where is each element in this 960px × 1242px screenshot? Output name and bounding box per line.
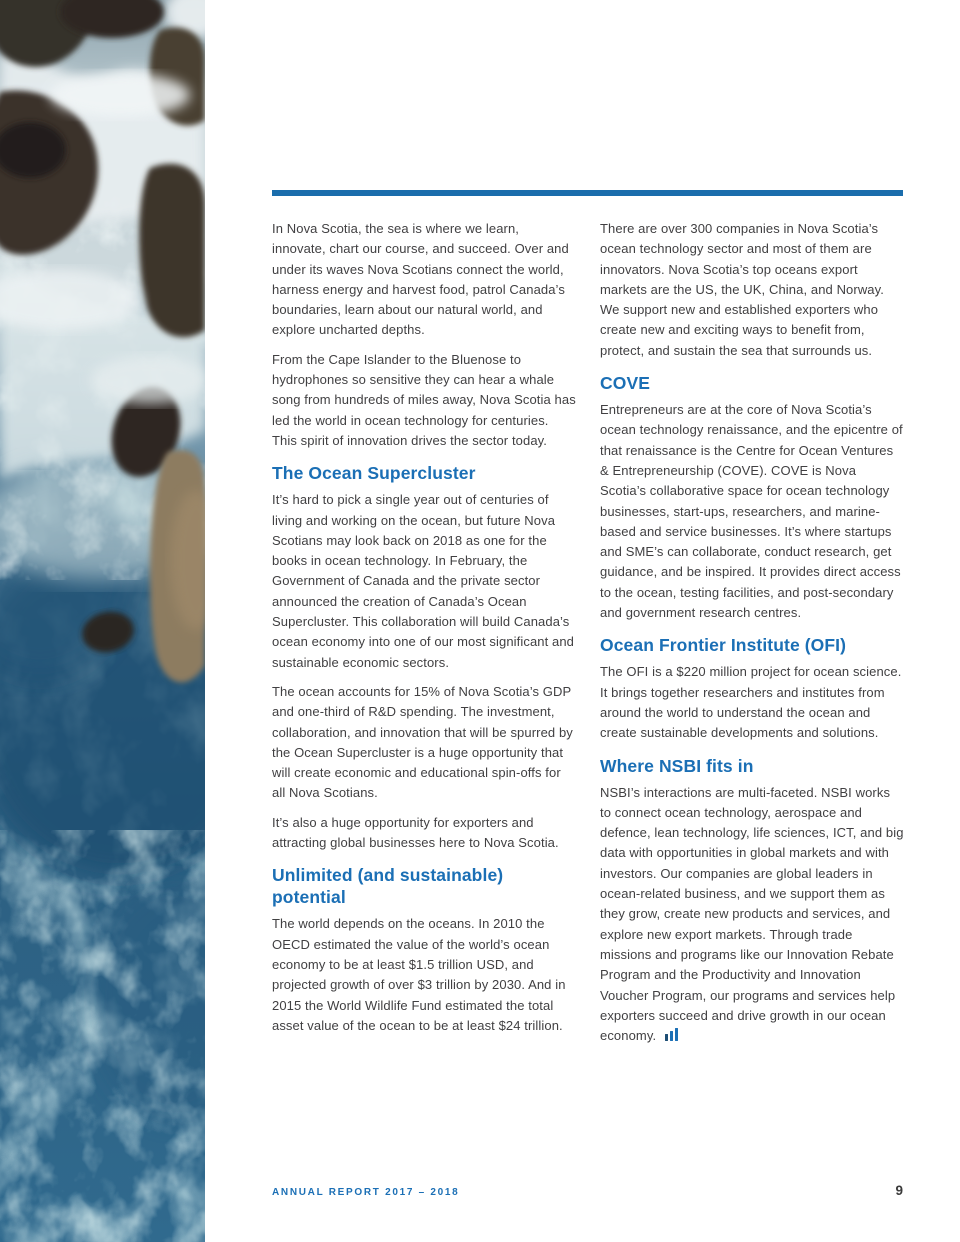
body-paragraph: In Nova Scotia, the sea is where we learn, innovate, chart our course, and succeed. Over and under its waves Nova Scotians connect the world, harness energy and harvest food, patrol Canada’s boundaries, learn about our natural world, and explore uncharted depths.	[272, 221, 569, 338]
right-column	[600, 219, 904, 1055]
article-body	[272, 219, 904, 1055]
left-column	[272, 219, 576, 1055]
body-paragraph: It’s hard to pick a single year out of centuries of living and working on the ocean, but future Nova Scotians may look back on 2018 as one for the books in ocean technology. In February, the Government of Canada and the private sector announced the creation of Canada’s Ocean Supercluster. This collaboration will build Canada’s ocean economy into one of our most significant and sustainable economic sectors.	[272, 492, 575, 670]
body-paragraph-text: NSBI’s interactions are multi-faceted. NSBI works to connect ocean technology, aerospace and defence, lean technology, life sciences, ICT, and big data with opportunities in global markets and with investors. Our companies are global leaders in ocean-related business, and we support them as they grow, create new products and services, and explore new export markets. Through trade missions and programs like our Innovation Rebate Program and the Productivity and Innovation Voucher Program, our programs and services help exporters succeed and drive growth in our ocean economy.	[600, 784, 904, 1044]
section-heading-ocean-supercluster: The Ocean Supercluster	[272, 463, 476, 484]
body-paragraph	[600, 783, 904, 1047]
body-paragraph: There are over 300 companies in Nova Scotia’s ocean technology sector and most of them are innovators. Nova Scotia’s top oceans export markets are the US, the UK, China, and Norway. We support new and established exporters who create new and exciting ways to benefit from, protect, and sustain the sea that surrounds us.	[600, 221, 884, 358]
ocean-photo-graphic	[0, 0, 205, 1242]
body-paragraph: The world depends on the oceans. In 2010 the OECD estimated the value of the world’s ocean economy to be at least $1.5 trillion USD, and projected growth of over $3 trillion by 2030. And in 2015 the World Wildlife Fund estimated the total asset value of the ocean to be at least $24 trillion.	[272, 916, 566, 1033]
footer-report-title: ANNUAL REPORT 2017 – 2018	[272, 1187, 460, 1198]
end-of-article-bars-icon	[665, 1028, 678, 1041]
body-paragraph: Entrepreneurs are at the core of Nova Scotia’s ocean technology renaissance, and the epicentre of that renaissance is the Centre for Ocean Ventures & Entrepreneurship (COVE). COVE is Nova Scotia’s collaborative space for ocean technology businesses, start-ups, researchers, and marine-based and service businesses. It’s where startups and SME’s can collaborate, conduct research, get guidance, and be inspired. It provides direct access to the ocean, testing facilities, and post-secondary and government research centres.	[600, 402, 903, 621]
section-heading-cove: COVE	[600, 373, 650, 394]
footer-page-number: 9	[895, 1183, 903, 1198]
page-footer	[272, 1183, 903, 1198]
body-paragraph: The OFI is a $220 million project for ocean science. It brings together researchers and institutes from around the world to understand the ocean and create sustainable developments and solutions.	[600, 664, 902, 741]
body-paragraph: From the Cape Islander to the Bluenose to hydrophones so sensitive they can hear a whale song from hundreds of miles away, Nova Scotia has led the world in ocean technology for centuries. This spirit of innovation drives the sector today.	[272, 351, 576, 448]
section-heading-where-nsbi-fits-in: Where NSBI fits in	[600, 755, 754, 776]
ocean-aerial-photo	[0, 0, 205, 1242]
body-paragraph: It’s also a huge opportunity for exporters and attracting global businesses here to Nova Scotia.	[272, 814, 559, 851]
section-heading-ocean-frontier-institute: Ocean Frontier Institute (OFI)	[600, 635, 847, 656]
section-heading-unlimited-potential: Unlimited (and sustainable) potential	[272, 865, 504, 908]
body-paragraph: The ocean accounts for 15% of Nova Scotia’s GDP and one-third of R&D spending. The investment, collaboration, and innovation that will be spurred by the Ocean Supercluster is a huge opportunity that will create economic and educational spin-offs for all Nova Scotians.	[272, 683, 573, 801]
top-divider-rule	[272, 190, 903, 196]
